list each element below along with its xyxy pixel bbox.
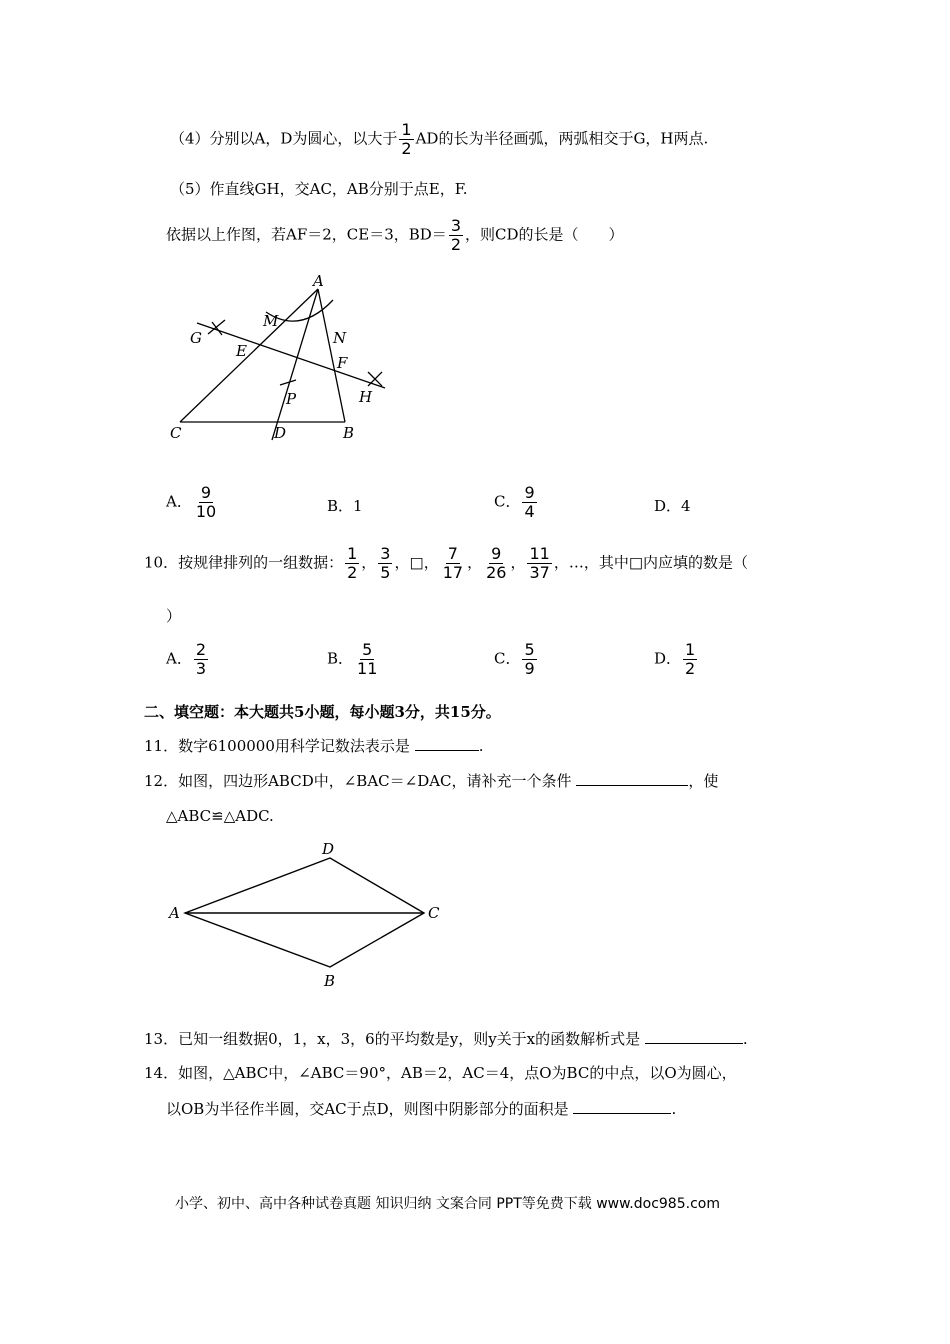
q9-option-d[interactable]: D．4 bbox=[654, 497, 691, 515]
label-D: D bbox=[274, 424, 287, 442]
q9-step4: （4）分别以A，D为圆心，以大于 $\frac{1}{2}$ AD的长为半径画弧，两弧相交于G，H两点. bbox=[170, 120, 709, 158]
q10-option-c[interactable]: C． $\frac{5}{9}$ bbox=[494, 640, 535, 678]
footer-text: 小学、初中、高中各种试卷真题 知识归纳 文案合同 PPT等免费下载 www.doc985.com bbox=[175, 1196, 720, 1212]
q14-line2: 以OB为半径作半圆，交AC于点D，则图中阴影部分的面积是 . bbox=[166, 1100, 677, 1118]
label-D: D bbox=[322, 840, 335, 858]
q9-option-c[interactable]: C． $\frac{9}{4}$ bbox=[494, 483, 535, 521]
q10-close-paren: ） bbox=[166, 607, 182, 625]
fraction-half: $\frac{1}{2}$ bbox=[401, 120, 412, 158]
q9-option-a[interactable]: A． $\frac{9}{10}$ bbox=[166, 483, 217, 521]
q12-line2: △ABC≌△ADC. bbox=[166, 807, 274, 825]
q11-question: 11．数字6100000用科学记数法表示是 . bbox=[144, 737, 484, 755]
label-E: E bbox=[236, 342, 247, 360]
q10-option-b[interactable]: B． $\frac{5}{11}$ bbox=[327, 640, 378, 678]
blank-box: □ bbox=[409, 553, 424, 572]
q14-answer-blank[interactable] bbox=[573, 1099, 671, 1114]
q10-question: 10．按规律排列的一组数据： $\frac{1}{2}$ ， $\frac{3}{5}$ ，□， $\frac{7}{17}$ ， $\frac{9}{26}$ ， $\frac{11}{37}$ ，…，其中□内应填的数是（ bbox=[144, 544, 748, 582]
label-N: N bbox=[333, 329, 347, 347]
label-B: B bbox=[343, 424, 355, 442]
section-heading: 二、填空题：本大题共5小题，每小题3分，共15分。 bbox=[144, 703, 501, 721]
label-A: A bbox=[313, 272, 324, 290]
label-C: C bbox=[170, 424, 182, 442]
q12-question: 12．如图，四边形ABCD中，∠BAC＝∠DAC，请补充一个条件 ，使 bbox=[144, 772, 719, 790]
label-P: P bbox=[286, 390, 297, 408]
label-H: H bbox=[359, 388, 373, 406]
label-C: C bbox=[428, 904, 440, 922]
q13-question: 13．已知一组数据0，1，x，3，6的平均数是y，则y关于x的函数解析式是 . bbox=[144, 1030, 748, 1048]
q10-option-d[interactable]: D． $\frac{1}{2}$ bbox=[654, 640, 696, 678]
q9-question: 依据以上作图，若AF＝2，CE＝3，BD＝ $\frac{3}{2}$ ，则CD的长是（ ） bbox=[166, 216, 624, 254]
q13-answer-blank[interactable] bbox=[645, 1029, 743, 1044]
fraction-bd: $\frac{3}{2}$ bbox=[450, 216, 461, 254]
q9-option-b[interactable]: B．1 bbox=[327, 497, 363, 515]
q14-line1: 14．如图，△ABC中，∠ABC＝90°，AB＝2，AC＝4，点O为BC的中点，以O为圆心， bbox=[144, 1064, 737, 1082]
label-A: A bbox=[169, 904, 180, 922]
label-M: M bbox=[263, 312, 279, 330]
label-B: B bbox=[324, 972, 336, 990]
label-F: F bbox=[337, 354, 348, 372]
q10-option-a[interactable]: A． $\frac{2}{3}$ bbox=[166, 640, 207, 678]
label-G: G bbox=[190, 329, 202, 347]
q9-step5: （5）作直线GH，交AC，AB分别于点E，F. bbox=[170, 180, 468, 198]
